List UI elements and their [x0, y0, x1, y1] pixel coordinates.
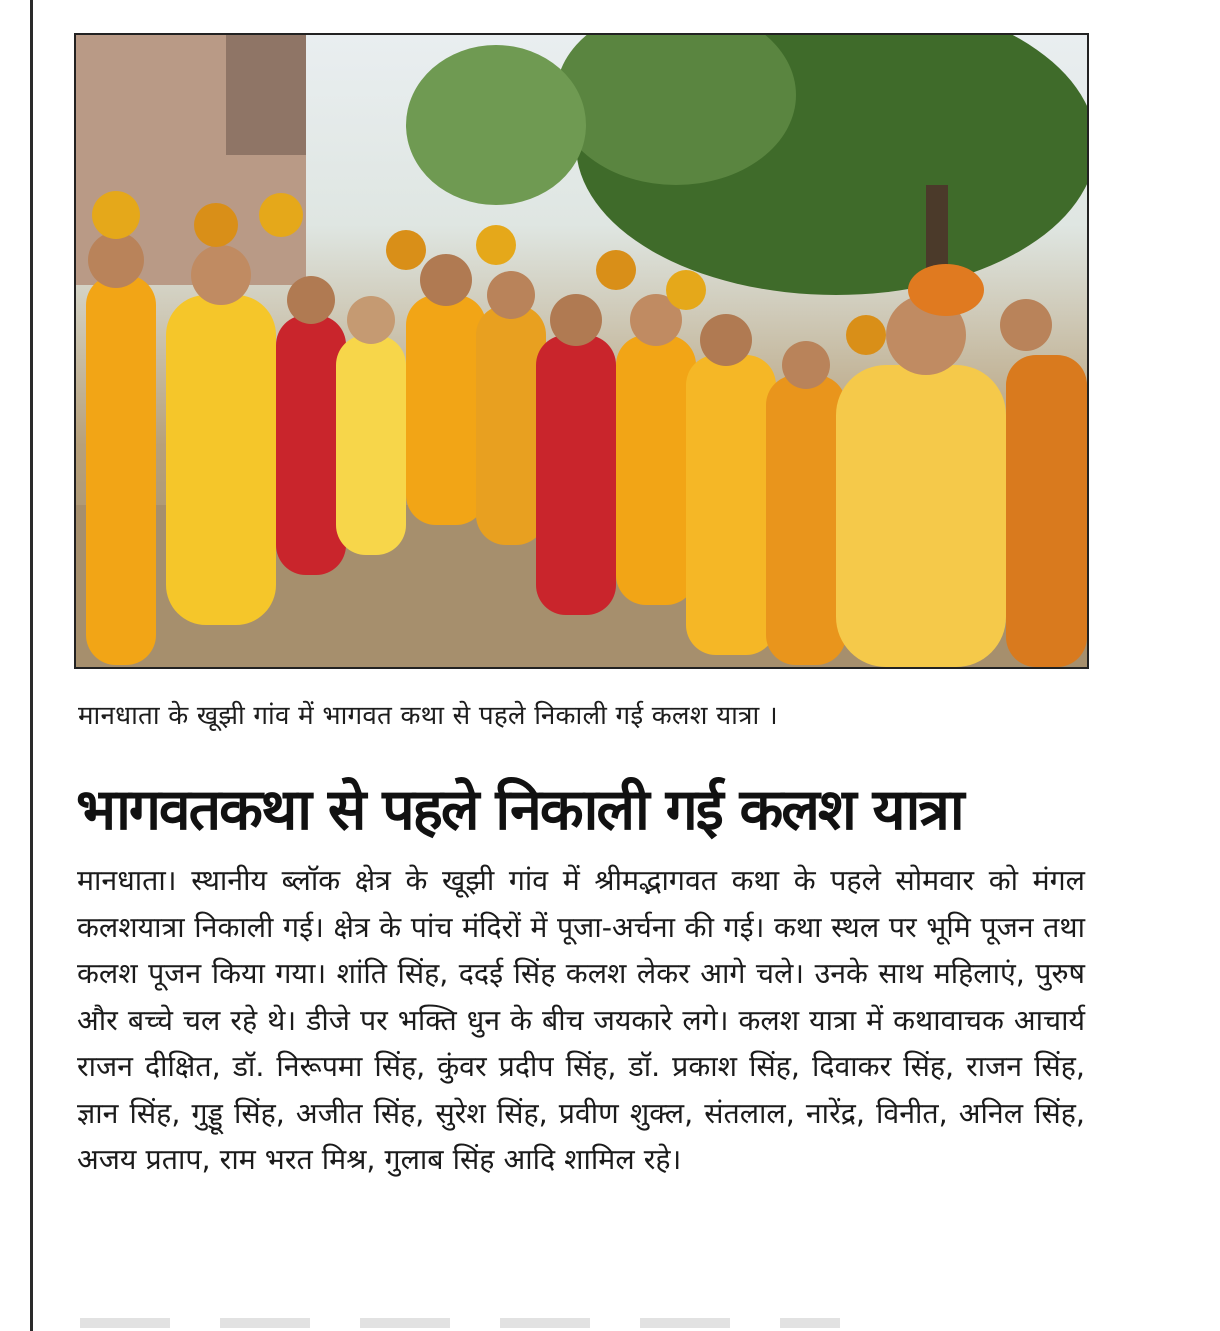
photo-caption: मानधाता के खूझी गांव में भागवत कथा से पहले निकाली गई कलश यात्रा । — [78, 701, 778, 731]
column-rule — [30, 0, 33, 1331]
headline: भागवतकथा से पहले निकाली गई कलश यात्रा — [76, 777, 963, 843]
news-photo-kalash-yatra — [74, 33, 1089, 669]
photo-illustration — [76, 35, 1087, 667]
article-body: मानधाता। स्थानीय ब्लॉक क्षेत्र के खूझी गांव में श्रीमद्भागवत कथा के पहले सोमवार को मंगल कलशयात्रा निकाली गई। क्षेत्र के पांच मंदिरों में पूजा-अर्चना की गई। कथा स्थल पर भूमि पूजन तथा कलश पूजन किया गया। शांति सिंह, ददई सिंह कलश लेकर आगे चले। उनके साथ महिलाएं, पुरुष और बच्चे चल रहे थे। डीजे पर भक्ति धुन के बीच जयकारे लगे। कलश यात्रा में कथावाचक आचार्य राजन दीक्षित, डॉ. निरूपमा सिंह, कुंवर प्रदीप सिंह, डॉ. प्रकाश सिंह, दिवाकर सिंह, राजन सिंह, ज्ञान सिंह, गुड्डू सिंह, अजीत सिंह, सुरेश सिंह, प्रवीण शुक्ल, संतलाल, नारेंद्र, विनीत, अनिल सिंह, अजय प्रताप, राम भरत मिश्र, गुलाब सिंह आदि शामिल रहे। — [77, 864, 1085, 1176]
next-article-edge — [80, 1318, 840, 1328]
